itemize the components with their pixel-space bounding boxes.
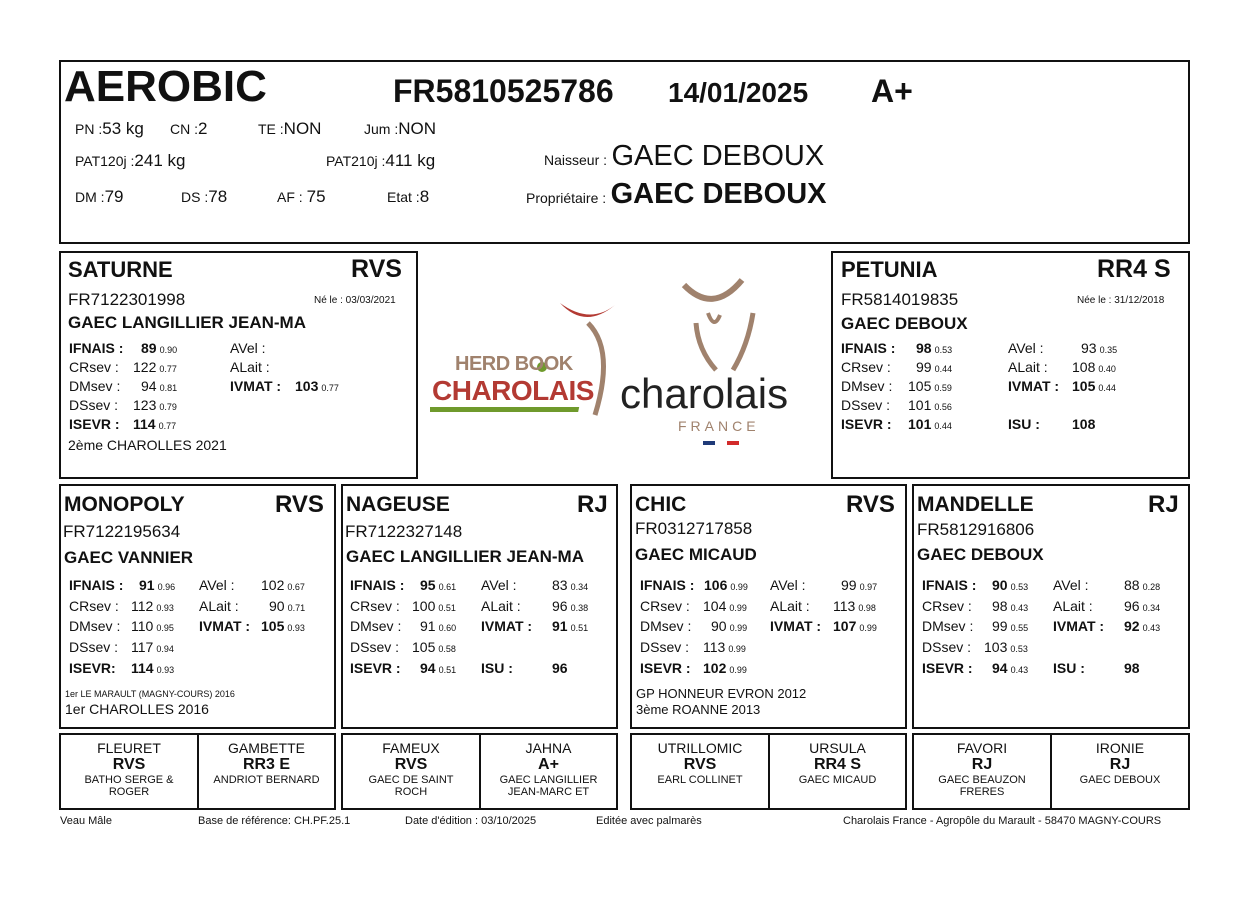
dm-field: DM :79 (75, 187, 124, 206)
gp-name: MANDELLE (917, 493, 1034, 516)
ggp-name: JAHNA (525, 740, 572, 756)
gp-owner: GAEC LANGILLIER JEAN-MA (346, 547, 584, 566)
af-field: AF : 75 (277, 187, 326, 206)
ggp-name: URSULA (809, 740, 866, 756)
gp-dmsev-row: DMsev : 90 0.99 (640, 618, 748, 634)
gp-ivmat-row: IVMAT : 91 0.51 (481, 618, 589, 634)
jum-field: Jum :NON (364, 119, 437, 138)
sire-award: 2ème CHAROLLES 2021 (68, 437, 227, 453)
ggp-code: RVS (394, 756, 428, 773)
gp-id: FR7122195634 (63, 522, 181, 541)
gp-isu-row: ISU : 96 (481, 660, 568, 676)
herd-book-charolais-text: CHAROLAIS (432, 375, 594, 406)
sire-id: FR7122301998 (68, 290, 186, 309)
gp-award-1: GP HONNEUR EVRON 2012 (636, 686, 807, 701)
gp-code: RVS (275, 491, 324, 518)
cn-field: CN :2 (170, 119, 208, 138)
gp-id: FR5812916806 (917, 520, 1035, 539)
te-field: TE :NON (258, 119, 322, 138)
footer-edition: Date d'édition : 03/10/2025 (405, 815, 537, 827)
dam-dssev-row: DSsev : 101 0.56 (841, 397, 952, 413)
herd-book-text: HERD BOOK (455, 353, 573, 375)
ggp-owner: ANDRIOT BERNARD (213, 774, 320, 786)
ggp-cell (199, 740, 334, 786)
gp-name: MONOPOLY (64, 493, 185, 516)
ggp-code: RR3 E (242, 756, 291, 773)
dam-dmsev-row: DMsev : 105 0.59 (841, 378, 952, 394)
sire-crsev-row: CRsev : 122 0.77 (69, 359, 177, 375)
dam-isu-row: ISU : 108 (1008, 416, 1096, 432)
gp-ifnais-row: IFNAIS : 106 0.99 (640, 577, 748, 593)
ggp-name: GAMBETTE (227, 740, 305, 756)
footer-organization: Charolais France - Agropôle du Marault - 58470 MAGNY-COURS (843, 815, 1162, 827)
ggp-owner-2: ROGER (108, 786, 150, 798)
gp-isevr-row: ISEVR : 94 0.51 (350, 660, 457, 676)
ggp-code: RJ (1109, 756, 1131, 773)
dam-crsev-row: CRsev : 99 0.44 (841, 359, 953, 375)
gp-dssev-row: DSsev : 105 0.58 (350, 639, 456, 655)
footer-sex: Veau Mâle (60, 815, 112, 827)
gp-owner: GAEC MICAUD (635, 545, 757, 564)
gp-owner: GAEC VANNIER (64, 548, 194, 567)
dam-id: FR5814019835 (841, 290, 959, 309)
ggp-owner: GAEC MICAUD (798, 774, 877, 786)
footer-palmares: Editée avec palmarès (596, 815, 702, 827)
gp-isevr-row: ISEVR: 114 0.93 (69, 660, 175, 676)
ggp-name: FLEURET (97, 740, 161, 756)
ggp-owner: GAEC BEAUZON (938, 774, 1026, 786)
sire-dssev-row: DSsev : 123 0.79 (69, 397, 177, 413)
gp-ifnais-row: IFNAIS : 95 0.61 (350, 577, 457, 593)
pat210-field: PAT210j :411 kg (326, 151, 436, 170)
gp-dssev-row: DSsev : 103 0.53 (922, 639, 1028, 655)
dam-alait-row: ALait : 108 0.40 (1008, 359, 1116, 375)
gp-crsev-row: CRsev : 104 0.99 (640, 598, 747, 614)
ggp-owner: BATHO SERGE & (84, 774, 174, 786)
gp-alait-row: ALait : 90 0.71 (199, 598, 306, 614)
ggp-cell (770, 740, 905, 786)
ggp-owner: GAEC DE SAINT (368, 774, 454, 786)
ggp-code: A+ (538, 756, 559, 773)
gp-alait-row: ALait : 96 0.34 (1053, 598, 1161, 614)
animal-name: AEROBIC (64, 62, 267, 111)
ggp-owner: EARL COLLINET (657, 774, 743, 786)
gp-award-2: 1er CHAROLLES 2016 (65, 701, 209, 717)
charolais-text: charolais (620, 370, 789, 417)
sire-code: RVS (351, 255, 402, 283)
french-flag-icon (703, 441, 763, 447)
bull-head-icon (618, 275, 828, 375)
ggp-cell (1052, 740, 1188, 786)
gp-avel-row: AVel : 99 0.97 (770, 577, 878, 593)
gp-dssev-row: DSsev : 117 0.94 (69, 639, 174, 655)
animal-id: FR5810525786 (393, 73, 614, 109)
pn-field: PN :53 kg (75, 119, 144, 138)
sire-owner: GAEC LANGILLIER JEAN-MA (68, 313, 306, 332)
sire-dmsev-row: DMsev : 94 0.81 (69, 378, 178, 394)
gp-isevr-row: ISEVR : 94 0.43 (922, 660, 1029, 676)
gp-alait-row: ALait : 96 0.38 (481, 598, 589, 614)
naisseur-field: Naisseur : GAEC DEBOUX (544, 140, 825, 172)
dam-name: PETUNIA (841, 257, 938, 282)
gp-award-1: 1er LE MARAULT (MAGNY-COURS) 2016 (65, 689, 235, 699)
gp-ifnais-row: IFNAIS : 91 0.96 (69, 577, 176, 593)
gp-dssev-row: DSsev : 113 0.99 (640, 639, 746, 655)
ggp-owner: GAEC LANGILLIER (499, 774, 598, 786)
gp-avel-row: AVel : 88 0.28 (1053, 577, 1161, 593)
ggp-cell (914, 740, 1050, 798)
gp-isevr-row: ISEVR : 102 0.99 (640, 660, 747, 676)
ggp-name: IRONIE (1095, 740, 1145, 756)
ggp-cell (481, 740, 616, 798)
animal-grade: A+ (871, 73, 913, 109)
gp-owner: GAEC DEBOUX (917, 545, 1044, 564)
sire-ivmat-row: IVMAT : 103 0.77 (230, 378, 339, 394)
gp-isu-row: ISU : 98 (1053, 660, 1140, 676)
gp-crsev-row: CRsev : 100 0.51 (350, 598, 456, 614)
gp-dmsev-row: DMsev : 91 0.60 (350, 618, 457, 634)
gp-award-2: 3ème ROANNE 2013 (636, 702, 761, 717)
ggp-code: RR4 S (813, 756, 862, 773)
ggp-cell (61, 740, 197, 798)
gp-ivmat-row: IVMAT : 105 0.93 (199, 618, 305, 634)
gp-id: FR7122327148 (345, 522, 463, 541)
ggp-code: RVS (112, 756, 146, 773)
gp-crsev-row: CRsev : 98 0.43 (922, 598, 1029, 614)
ggp-code: RJ (971, 756, 993, 773)
ggp-owner: GAEC DEBOUX (1079, 774, 1161, 786)
ggp-cell (632, 740, 768, 786)
ggp-owner-2: FRERES (959, 786, 1005, 798)
sire-name: SATURNE (68, 257, 173, 282)
gp-alait-row: ALait : 113 0.98 (770, 598, 876, 614)
ggp-name: FAMEUX (382, 740, 440, 756)
herd-book-logo (430, 295, 620, 425)
dam-code: RR4 S (1097, 255, 1171, 283)
france-text: FRANCE (678, 418, 760, 434)
sire-avel-row: AVel : (230, 340, 266, 356)
ggp-owner-2: ROCH (394, 786, 428, 798)
charolais-france-logo (618, 275, 828, 455)
gp-name: CHIC (635, 493, 687, 516)
pat120-field: PAT120j :241 kg (75, 151, 186, 170)
gp-ivmat-row: IVMAT : 92 0.43 (1053, 618, 1161, 634)
ggp-code: RVS (683, 756, 717, 773)
animal-date: 14/01/2025 (668, 77, 809, 108)
gp-code: RJ (1148, 491, 1179, 518)
dam-avel-row: AVel : 93 0.35 (1008, 340, 1118, 356)
sire-ifnais-row: IFNAIS : 89 0.90 (69, 340, 178, 356)
sire-isevr-row: ISEVR : 114 0.77 (69, 416, 177, 432)
gp-dmsev-row: DMsev : 99 0.55 (922, 618, 1029, 634)
dam-owner: GAEC DEBOUX (841, 314, 968, 333)
dam-ivmat-row: IVMAT : 105 0.44 (1008, 378, 1116, 394)
dam-ifnais-row: IFNAIS : 98 0.53 (841, 340, 953, 356)
dam-isevr-row: ISEVR : 101 0.44 (841, 416, 952, 432)
ggp-owner-2: JEAN-MARC ET (507, 786, 590, 798)
footer-base: Base de référence: CH.PF.25.1 (198, 815, 351, 827)
sire-born: Né le : 03/03/2021 (314, 295, 396, 306)
gp-dmsev-row: DMsev : 110 0.95 (69, 618, 174, 634)
ds-field: DS :78 (181, 187, 228, 206)
proprietaire-field: Propriétaire : GAEC DEBOUX (526, 178, 827, 210)
etat-field: Etat :8 (387, 187, 430, 206)
ggp-name: FAVORI (956, 740, 1008, 756)
dam-born: Née le : 31/12/2018 (1077, 295, 1165, 306)
sire-alait-row: ALait : (230, 359, 270, 375)
gp-code: RJ (577, 491, 608, 518)
ggp-cell (343, 740, 479, 798)
gp-avel-row: AVel : 83 0.34 (481, 577, 589, 593)
gp-code: RVS (846, 491, 895, 518)
gp-crsev-row: CRsev : 112 0.93 (69, 598, 174, 614)
gp-ifnais-row: IFNAIS : 90 0.53 (922, 577, 1029, 593)
gp-ivmat-row: IVMAT : 107 0.99 (770, 618, 877, 634)
ggp-name: UTRILLOMIC (657, 740, 743, 756)
gp-avel-row: AVel : 102 0.67 (199, 577, 305, 593)
gp-name: NAGEUSE (346, 493, 450, 516)
gp-id: FR0312717858 (635, 519, 753, 538)
